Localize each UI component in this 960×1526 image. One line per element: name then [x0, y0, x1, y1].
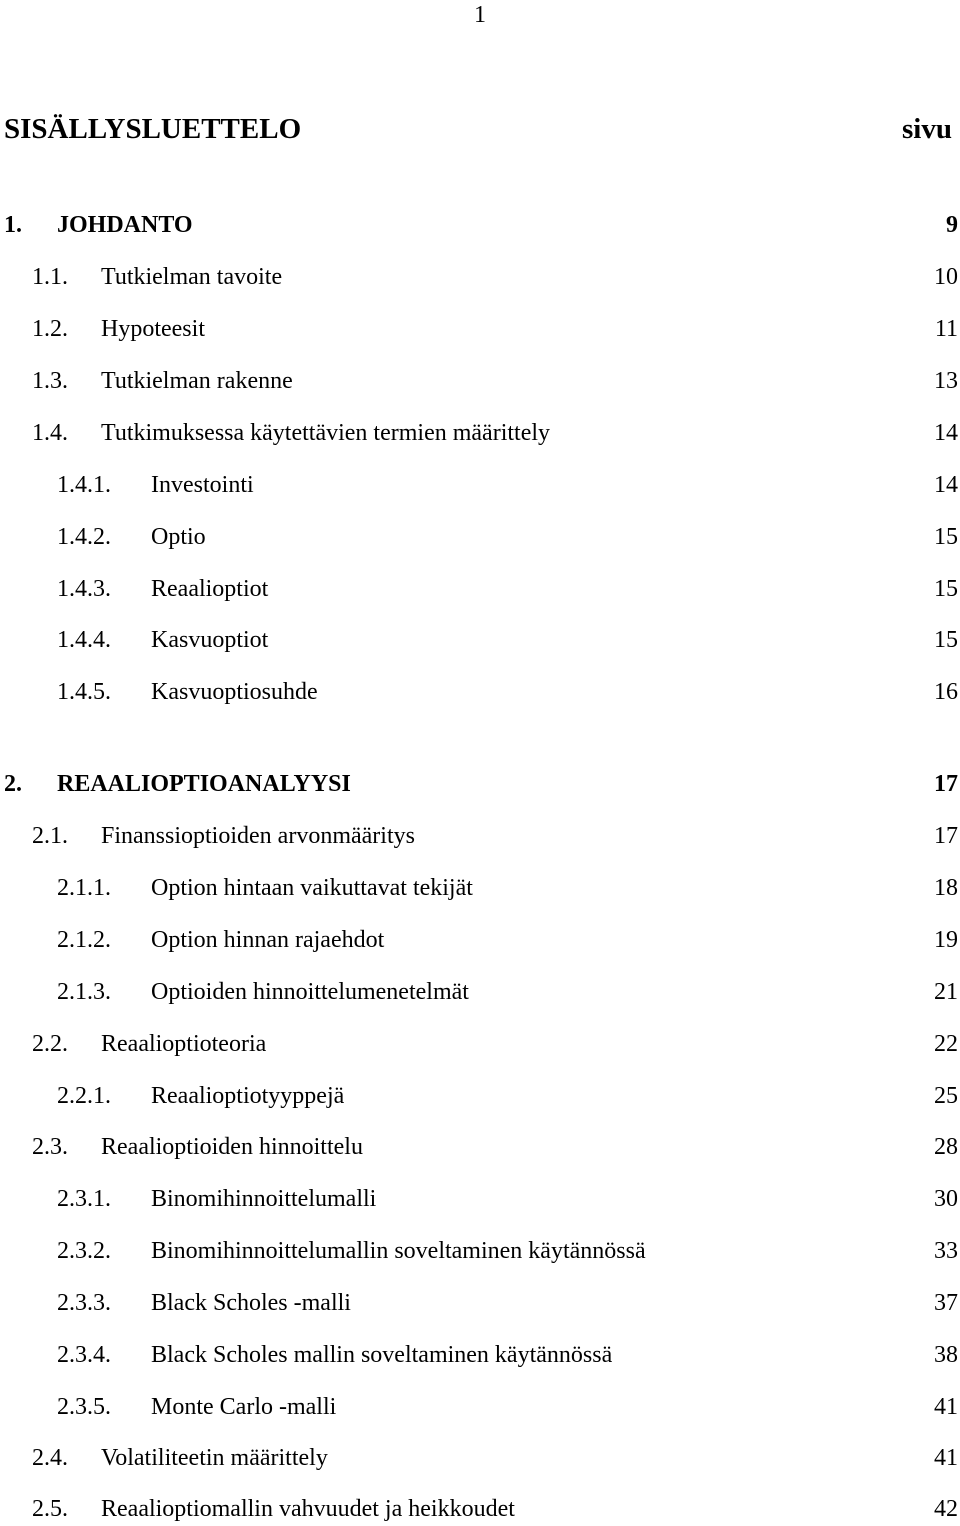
toc-entry: [0, 1441, 960, 1475]
toc-entry-label: Black Scholes -malli: [151, 1290, 351, 1316]
toc-entry-page: 28: [934, 1134, 958, 1160]
toc-entry-number: 1.4.2.: [57, 524, 111, 550]
toc-entry-page: 33: [934, 1238, 958, 1264]
toc-entry-label: Option hinnan rajaehdot: [151, 927, 385, 953]
toc-entry: [0, 1286, 960, 1320]
toc-entry: [0, 975, 960, 1009]
toc-entry: [0, 416, 960, 450]
toc-entry-label: Tutkielman tavoite: [101, 264, 283, 290]
toc-entry-number: 2.4.: [32, 1445, 68, 1471]
toc-entry-number: 2.: [4, 771, 22, 797]
toc-entry-number: 2.1.: [32, 823, 68, 849]
toc-entry-page: 37: [934, 1290, 958, 1316]
toc-entry-label: Finanssioptioiden arvonmääritys: [101, 823, 415, 849]
toc-entry-page: 16: [934, 679, 958, 705]
toc-entry-label: REAALIOPTIOANALYYSI: [57, 771, 351, 797]
toc-entry-label: Hypoteesit: [101, 316, 205, 342]
toc-entry-page: 17: [934, 823, 958, 849]
toc-entry-page: 42: [934, 1496, 958, 1522]
toc-entry-label: Monte Carlo -malli: [151, 1394, 337, 1420]
toc-entry: [0, 1130, 960, 1164]
toc-entry-number: 2.1.2.: [57, 927, 111, 953]
toc-entry: [0, 1234, 960, 1268]
toc-entry: [0, 675, 960, 709]
toc-entry-number: 2.3.5.: [57, 1394, 111, 1420]
toc-entry-label: Reaalioptiomallin vahvuudet ja heikkoudet: [101, 1496, 515, 1522]
toc-entry-label: Reaalioptioiden hinnoittelu: [101, 1134, 363, 1160]
toc-entry-label: Binomihinnoittelumallin soveltaminen käytännössä: [151, 1238, 646, 1264]
toc-entry-label: JOHDANTO: [57, 212, 193, 238]
toc-entry: [0, 1390, 960, 1424]
toc-entry: [0, 1079, 960, 1113]
toc-entry: [0, 1182, 960, 1216]
toc-entry-label: Optio: [151, 524, 206, 550]
toc-entry: [0, 364, 960, 398]
toc-entry-number: 2.2.1.: [57, 1083, 111, 1109]
toc-entry-number: 1.2.: [32, 316, 68, 342]
toc-entry-label: Volatiliteetin määrittely: [101, 1445, 328, 1471]
toc-entry-page: 15: [934, 576, 958, 602]
toc-entry: [0, 208, 960, 242]
toc-entry-number: 1.1.: [32, 264, 68, 290]
toc-entry: [0, 767, 960, 801]
toc-entry-label: Tutkielman rakenne: [101, 368, 293, 394]
toc-entry-label: Kasvuoptiosuhde: [151, 679, 318, 705]
toc-entry: [0, 1338, 960, 1372]
toc-entry-number: 2.2.: [32, 1031, 68, 1057]
toc-entry: [0, 520, 960, 554]
page-column-label: sivu: [902, 113, 952, 145]
page-number: 1: [474, 2, 486, 28]
toc-title: SISÄLLYSLUETTELO: [4, 113, 302, 145]
toc-entry-number: 2.3.: [32, 1134, 68, 1160]
toc-entry-label: Reaalioptiotyyppejä: [151, 1083, 345, 1109]
toc-entry-page: 18: [934, 875, 958, 901]
toc-entry-number: 2.1.3.: [57, 979, 111, 1005]
toc-entry: [0, 468, 960, 502]
toc-entry: [0, 819, 960, 853]
toc-entry-page: 30: [934, 1186, 958, 1212]
toc-entry: [0, 260, 960, 294]
toc-entry-page: 17: [934, 771, 958, 797]
toc-entry-page: 21: [934, 979, 958, 1005]
toc-entry-label: Option hintaan vaikuttavat tekijät: [151, 875, 473, 901]
toc-entry-number: 1.4.1.: [57, 472, 111, 498]
toc-entry-label: Optioiden hinnoittelumenetelmät: [151, 979, 469, 1005]
toc-entry-number: 1.4.3.: [57, 576, 111, 602]
toc-entry: [0, 312, 960, 346]
toc-entry-page: 41: [934, 1445, 958, 1471]
toc-entry-page: 41: [934, 1394, 958, 1420]
toc-entry-number: 2.3.4.: [57, 1342, 111, 1368]
toc-entry-number: 1.4.5.: [57, 679, 111, 705]
toc-entry-label: Reaalioptiot: [151, 576, 269, 602]
toc-entry-page: 19: [934, 927, 958, 953]
toc-entry-number: 1.3.: [32, 368, 68, 394]
toc-entry-label: Kasvuoptiot: [151, 627, 269, 653]
toc-entry: [0, 1492, 960, 1526]
toc-entry: [0, 1027, 960, 1061]
toc-entry-label: Tutkimuksessa käytettävien termien määrittely: [101, 420, 551, 446]
toc-entry-number: 2.3.1.: [57, 1186, 111, 1212]
toc-entry-label: Investointi: [151, 472, 254, 498]
toc-entry: [0, 623, 960, 657]
toc-entry: [0, 871, 960, 905]
toc-entry-label: Black Scholes mallin soveltaminen käytännössä: [151, 1342, 613, 1368]
toc-entry: [0, 572, 960, 606]
toc-entry-page: 15: [934, 524, 958, 550]
toc-entry-label: Binomihinnoittelumalli: [151, 1186, 377, 1212]
toc-entry-page: 38: [934, 1342, 958, 1368]
toc-entry-number: 1.4.4.: [57, 627, 111, 653]
toc-entry-page: 13: [934, 368, 958, 394]
toc-entry-label: Reaalioptioteoria: [101, 1031, 267, 1057]
toc-entry-page: 14: [934, 472, 958, 498]
toc-entry-page: 9: [946, 212, 958, 238]
toc-entry-number: 2.1.1.: [57, 875, 111, 901]
toc-entry: [0, 923, 960, 957]
toc-entry-number: 2.5.: [32, 1496, 68, 1522]
toc-entry-page: 10: [934, 264, 958, 290]
toc-entry-page: 14: [934, 420, 958, 446]
toc-entry-page: 15: [934, 627, 958, 653]
toc-entry-page: 25: [934, 1083, 958, 1109]
toc-entry-number: 2.3.2.: [57, 1238, 111, 1264]
toc-entry-page: 22: [934, 1031, 958, 1057]
toc-entry-page: 11: [934, 316, 958, 342]
toc-entry-number: 2.3.3.: [57, 1290, 111, 1316]
toc-entry-number: 1.4.: [32, 420, 68, 446]
toc-entry-number: 1.: [4, 212, 22, 238]
